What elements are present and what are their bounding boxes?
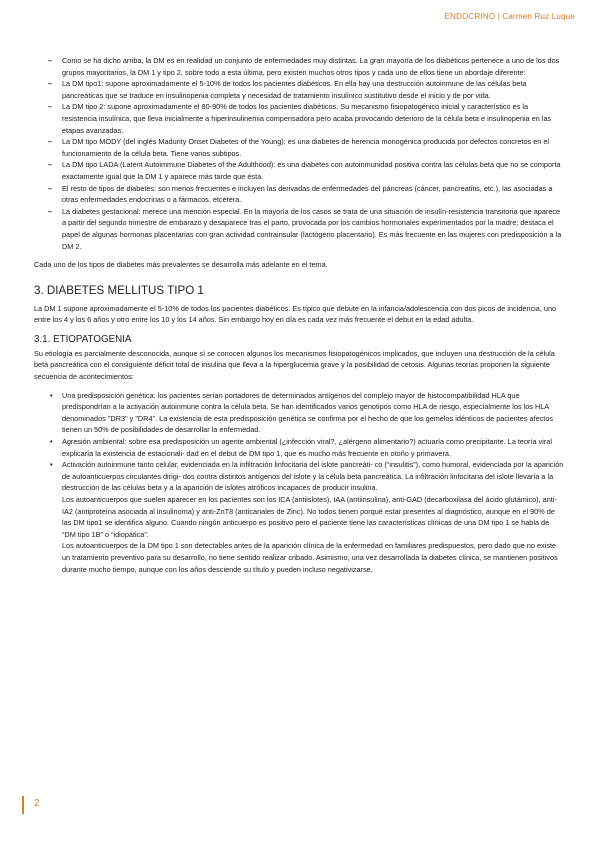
list-item: • Activación autoinmune tanto celular, evidenciada en la infiltración linfocitaria del islote pancreáti- co (“insulitis”), como humoral, evidenciada por la aparición de autoanticuerpos circulantes dirigi- dos contra distintos antígenos del islote y la célula beta pancreática. La infiltración linfocitaria del islote llevaría a la destrucción de las células beta y a la aparición de islotes atróficos incapaces de producir insulina.	[34, 459, 564, 494]
list-item: – La DM tipo 2: supone aproximadamente el 80-90% de todos los pacientes diabéticos. Su mecanismo fisiopatogénico inicial y característico es la resistencia insulínica, que lleva inicialmente a hiperinsulinemia compensadora pero acaba provocando deterioro de la célula beta e insulinopenia en las etapas avanzadas.	[34, 101, 564, 136]
etiopathogenesis-list	[34, 390, 564, 494]
list-item: – El resto de tipos de diabetes: son menos frecuentes e incluyen las derivadas de enfermedades del páncreas (cáncer, pancreatitis, etc.), las asociadas a otras enfermedades endocrinas o a fármacos, etcétera.	[34, 183, 564, 206]
continuation-paragraph: Los autoanticuerpos de la DM tipo 1 son detectables antes de la aparición clínica de la enfermedad en familiares predispuestos, pero dado que no existe un tratamiento preventivo para su desarrollo, no tiene sentido realizar cribado. Asimismo, una vez desarrollada la diabetes clínica, se mantienen positivos durante mucho tiempo, aunque con los años desciende su título y pueden incluso negativizarse.	[62, 541, 558, 574]
footer-accent-bar	[22, 796, 24, 814]
list-item: – Como se ha dicho arriba, la DM es en realidad un conjunto de enfermedades muy distintas. La gran mayoría de los diabéticos pertenece a uno de los dos grupos mayoritarios, la DM 1 y tipo 2, sobre todo a esta última, pero existen muchos otros tipos y cada uno de ellos tiene un abordaje diferente:	[34, 55, 564, 78]
intro-closing-paragraph: Cada uno de los tipos de diabetes más prevalentes se desarrolla más adelante en el tema.	[34, 260, 328, 270]
list-item: • Una predisposición genética: los pacientes serían portadores de determinados antígenos del complejo mayor de histocompatibilidad HLA que predispondrían a la activación autoinmune contra la célula beta. Se han identificados varios genotipos como HLA de riesgo, especialmente los los HLA denominados "DR3" y "DR4". La existencia de esta predisposición genética se confirma por el hecho de que los gemelos idénticos de pacientes afectos tienen un 50% de posibilidades de desarrollar la enfermedad.	[34, 390, 564, 436]
list-item: – La DM tipo LADA (Latent Autoimmune Diabetes of the Adulthood): es una diabetes con autoinmunidad positiva contra las células beta que no se comporta exactamente igual que la DM 1 y aparece más tarde que ésta.	[34, 159, 564, 182]
subsection-paragraph: Su etiología es parcialmente desconocida, aunque sí se conocen algunos los mecanismos fisiopatogénicos implicados, que incluyen una destrucción de la célula beta pancreática con el consiguiente déficit total de insulina que lleva a la hiperglucemia grave y la posibilidad de cetosis. Algunas teorías proponen la siguiente secuencia de acontecimientos:	[34, 348, 555, 382]
continuation-paragraph: Los autoanticuerpos que suelen aparecer en los pacientes son los ICA (antiislotes), IAA (antiinsulina), anti-GAD (decarboxilasa del ácido glutámico), anti-IA2 (antiproteína asociada al insulinoma) y anti-ZnT8 (anticanales de Zinc). No todos tienen porqué estar presentes al diagnóstico, aunque en el 90% de las DM tipo1 se identifica alguno. Cuando ningún anticuerpo es positivo pero el paciente tiene las características clínicas de una DM tipo 1 se habla de “DM tipo 1B” o “idiopática”.	[62, 495, 557, 539]
page-header: ENDOCRINO | Carmen Ruz Luque	[444, 12, 575, 21]
list-item: – La DM tipo MODY (del inglés Madurity Onset Diabetes of the Young): es una diabetes de herencia monogénica producida por defectos concretos en el funcionamiento de la célula beta. Tiene varios subtipos.	[34, 136, 564, 159]
section-paragraph: La DM 1 supone aproximadamente el 5-10% de todos los pacientes diabéticos. Es típico que debute en la infancia/adolescencia con dos picos de incidencia, uno entre los 4 y los 6 años y otro entre los 10 y los 14 años. Sin embargo hoy en día es cada vez más frecuente el debut en la edad adulta.	[34, 303, 557, 325]
section-heading: 3. DIABETES MELLITUS TIPO 1	[34, 283, 204, 297]
subsection-heading: 3.1. ETIOPATOGENIA	[34, 333, 132, 345]
page-number: 2	[34, 798, 40, 809]
diabetes-types-list	[34, 55, 564, 252]
page-content	[34, 55, 564, 575]
list-item: • Agresión ambiental: sobre esa predisposición un agente ambiental (¿infección viral?, ¿alérgeno alimentario?) actuaría como precipitante. La teoría viral explicaría la existencia de estacionali- dad en el debut de DM tipo 1, que es mucho más frecuente en otoño y primavera.	[34, 436, 564, 459]
list-item: – La DM tipo1: supone aproximadamente el 5-10% de todos los pacientes diabéticos. En ella hay una destrucción autoinmune de las células beta pancreáticas que se traduce en insulinopenia completa y necesidad de tratamiento insulínico sustitutivo desde el inicio y de por vida.	[34, 78, 564, 101]
list-item: – La diabetes gestacional: merece una mención especial. En la mayoría de los casos se trata de una situación de insulín-resistencia transitoria que aparece a partir del segundo trimestre de embarazo y desaparece tras el parto, provocada por los cambios hormonales experimentados por la madre; destaca el papel de algunas hormonas placentarias con gran actividad contrainsular (lactógeno placentario). Es más frecuente en las mujeres con predisposición a la DM 2.	[34, 206, 564, 252]
